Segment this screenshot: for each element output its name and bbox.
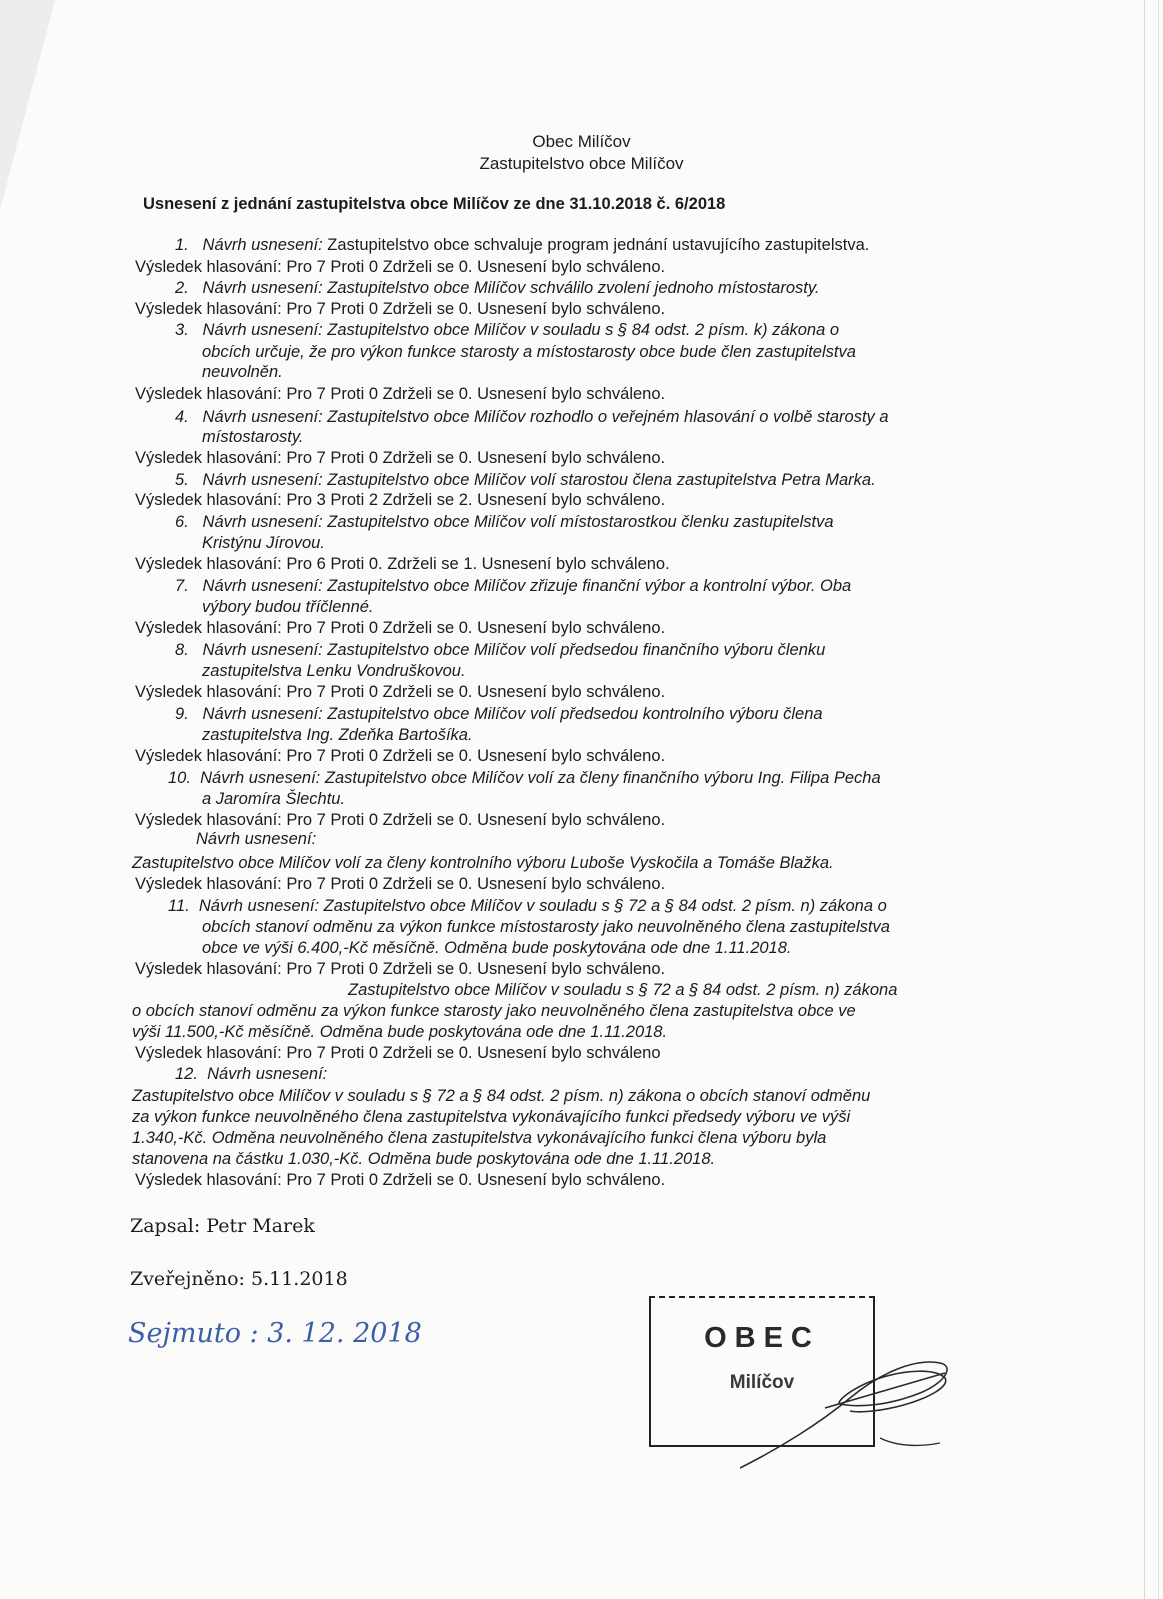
- resolution-text-line: a Jaromíra Šlechtu.: [202, 790, 346, 808]
- resolution-text-line: Zastupitelstvo obce Milíčov v souladu s § 72 a § 84 odst. 2 písm. n) zákona: [348, 981, 898, 999]
- resolution-text-line: obce ve výši 6.400,-Kč měsíčně. Odměna bude poskytována ode dne 1.11.2018.: [202, 939, 792, 957]
- resolution-label: Návrh usnesení:: [196, 830, 317, 848]
- resolution-text-line: Zastupitelstvo obce Milíčov v souladu s § 72 a § 84 odst. 2 písm. n) zákona o obcích stanoví odměnu: [132, 1087, 871, 1105]
- resolution-text-line: výši 11.500,-Kč měsíčně. Odměna bude poskytována ode dne 1.11.2018.: [132, 1023, 668, 1041]
- resolution-12: 12. Návrh usnesení:: [175, 1065, 328, 1083]
- stamp-text: OBEC: [704, 1322, 820, 1354]
- resolution-text-line: neuvolněn.: [202, 363, 283, 381]
- vote-result: Výsledek hlasování: Pro 7 Proti 0 Zdrželi se 0. Usnesení bylo schváleno.: [135, 619, 666, 637]
- vote-result: Výsledek hlasování: Pro 7 Proti 0 Zdrželi se 0. Usnesení bylo schváleno.: [135, 449, 666, 467]
- resolution-11: 11. Návrh usnesení: Zastupitelstvo obce Milíčov v souladu s § 72 a § 84 odst. 2 písm. n) zákona o: [168, 897, 887, 915]
- vote-result: Výsledek hlasování: Pro 7 Proti 0 Zdrželi se 0. Usnesení bylo schváleno.: [135, 1171, 666, 1189]
- council-name: Zastupitelstvo obce Milíčov: [479, 154, 684, 173]
- resolution-text-line: o obcích stanoví odměnu za výkon funkce starosty jako neuvolněného člena zastupitelstva obce ve: [132, 1002, 856, 1020]
- resolution-8: 8. Návrh usnesení: Zastupitelstvo obce Milíčov volí předsedou finančního výboru členku: [175, 641, 826, 659]
- resolution-10: 10. Návrh usnesení: Zastupitelstvo obce Milíčov volí za členy finančního výboru Ing. Filipa Pecha: [168, 769, 881, 787]
- resolution-text-line: Zastupitelstvo obce Milíčov volí za členy kontrolního výboru Luboše Vyskočila a Tomáše Blažka.: [132, 854, 834, 872]
- resolution-2: 2. Návrh usnesení: Zastupitelstvo obce Milíčov schválilo zvolení jednoho místostarosty.: [175, 279, 820, 297]
- vote-result: Výsledek hlasování: Pro 3 Proti 2 Zdrželi se 2. Usnesení bylo schváleno.: [135, 491, 666, 509]
- resolution-4: 4. Návrh usnesení: Zastupitelstvo obce Milíčov rozhodlo o veřejném hlasování o volbě starosty a: [175, 408, 889, 426]
- resolution-6: 6. Návrh usnesení: Zastupitelstvo obce Milíčov volí místostarostkou členku zastupitelstva: [175, 513, 834, 531]
- vote-result: Výsledek hlasování: Pro 7 Proti 0 Zdrželi se 0. Usnesení bylo schváleno.: [135, 747, 666, 765]
- vote-result: Výsledek hlasování: Pro 7 Proti 0 Zdrželi se 0. Usnesení bylo schváleno.: [135, 811, 666, 829]
- signature: [740, 1338, 970, 1478]
- page-edge: [1144, 0, 1145, 1599]
- resolution-text-line: za výkon funkce neuvolněného člena zastupitelstva vykonávajícího funkci předsedy výboru ve výši: [132, 1108, 851, 1126]
- resolution-text-line: stanovena na částku 1.030,-Kč. Odměna bude poskytována ode dne 1.11.2018.: [132, 1150, 716, 1168]
- vote-result: Výsledek hlasování: Pro 7 Proti 0 Zdrželi se 0. Usnesení bylo schváleno.: [135, 960, 666, 978]
- vote-result: Výsledek hlasování: Pro 7 Proti 0 Zdrželi se 0. Usnesení bylo schváleno.: [135, 258, 666, 276]
- resolution-text-line: zastupitelstva Ing. Zdeňka Bartošíka.: [202, 726, 473, 744]
- vote-result: Výsledek hlasování: Pro 7 Proti 0 Zdrželi se 0. Usnesení bylo schváleno.: [135, 875, 666, 893]
- vote-result: Výsledek hlasování: Pro 6 Proti 0. Zdrželi se 1. Usnesení bylo schváleno.: [135, 555, 670, 573]
- resolution-text-line: 1.340,-Kč. Odměna neuvolněného člena zastupitelstva vykonávajícího funkci člena výboru byla: [132, 1129, 827, 1147]
- page-edge: [1158, 0, 1159, 1599]
- resolution-7: 7. Návrh usnesení: Zastupitelstvo obce Milíčov zřizuje finanční výbor a kontrolní výbor. Oba: [175, 577, 852, 595]
- resolution-text-line: Kristýnu Jírovou.: [202, 534, 325, 552]
- vote-result: Výsledek hlasování: Pro 7 Proti 0 Zdrželi se 0. Usnesení bylo schváleno.: [135, 300, 666, 318]
- resolution-text-line: výbory budou tříčlenné.: [202, 598, 374, 616]
- resolution-text-line: zastupitelstva Lenku Vondruškovou.: [202, 662, 466, 680]
- stamp-subtext: Milíčov: [729, 1372, 795, 1393]
- vote-result: Výsledek hlasování: Pro 7 Proti 0 Zdrželi se 0. Usnesení bylo schváleno.: [135, 683, 666, 701]
- resolution-1: 1. Návrh usnesení: Zastupitelstvo obce schvaluje program jednání ustavujícího zastupitelstva.: [175, 236, 870, 254]
- resolution-5: 5. Návrh usnesení: Zastupitelstvo obce Milíčov volí starostou člena zastupitelstva Petra Marka.: [175, 471, 876, 489]
- folded-corner: [0, 0, 55, 210]
- resolution-3: 3. Návrh usnesení: Zastupitelstvo obce Milíčov v souladu s § 84 odst. 2 písm. k) zákona o: [175, 321, 840, 339]
- document-title: Usnesení z jednání zastupitelstva obce Milíčov ze dne 31.10.2018 č. 6/2018: [143, 195, 726, 213]
- removed-note-handwritten: Sejmuto : 3. 12. 2018: [128, 1318, 422, 1349]
- resolution-9: 9. Návrh usnesení: Zastupitelstvo obce Milíčov volí předsedou kontrolního výboru člena: [175, 705, 823, 723]
- resolution-text-line: místostarosty.: [202, 428, 304, 446]
- published-date: Zveřejněno: 5.11.2018: [130, 1268, 348, 1290]
- municipality-name: Obec Milíčov: [532, 132, 631, 151]
- resolution-text-line: obcích stanoví odměnu za výkon funkce místostarosty jako neuvolněného člena zastupitelstva: [202, 918, 890, 936]
- vote-result: Výsledek hlasování: Pro 7 Proti 0 Zdrželi se 0. Usnesení bylo schváleno: [135, 1044, 661, 1062]
- resolution-text-line: obcích určuje, že pro výkon funkce starosty a místostarosty obce bude člen zastupitelstva: [202, 343, 856, 361]
- recorded-by: Zapsal: Petr Marek: [130, 1215, 315, 1237]
- vote-result: Výsledek hlasování: Pro 7 Proti 0 Zdrželi se 0. Usnesení bylo schváleno.: [135, 385, 666, 403]
